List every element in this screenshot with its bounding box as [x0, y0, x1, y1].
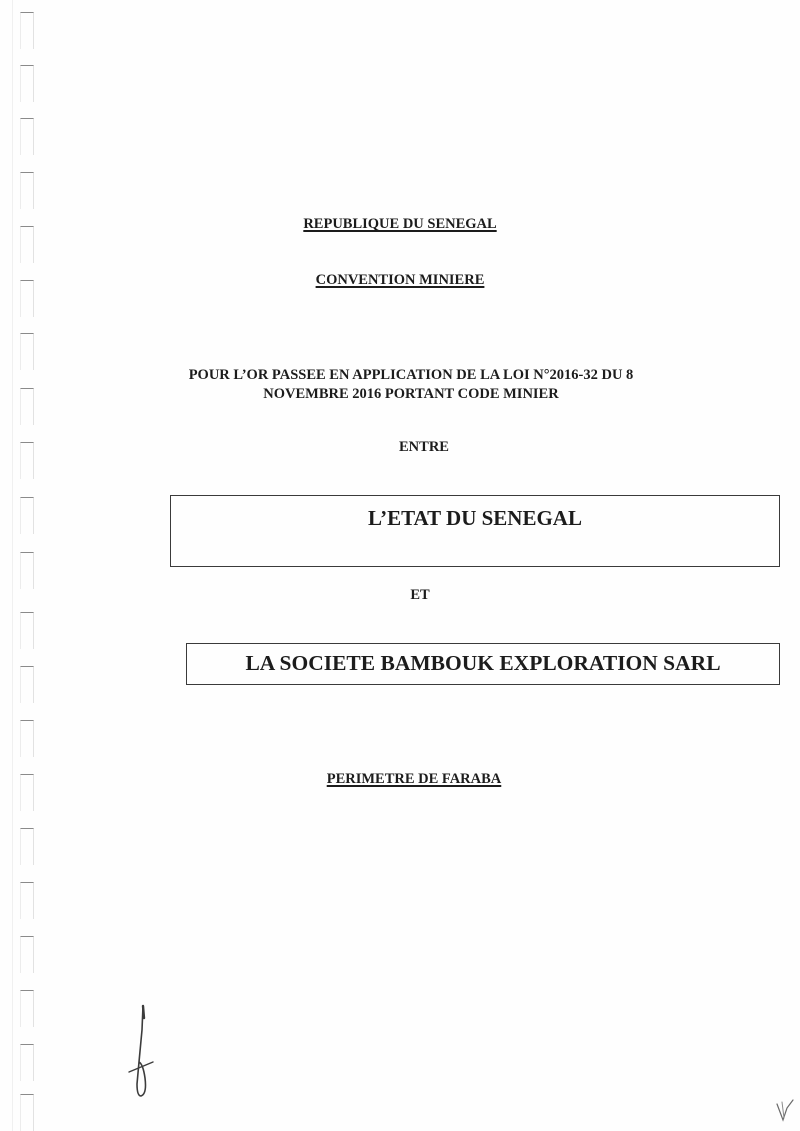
- binding-hole-mark: [20, 1044, 34, 1081]
- signature-initial-icon: [125, 1000, 165, 1100]
- and-label: ET: [410, 587, 430, 603]
- binding-hole-mark: [20, 1094, 34, 1131]
- binding-hole-mark: [20, 936, 34, 973]
- binding-hole-mark: [20, 612, 34, 649]
- binding-punch-strip: [0, 0, 40, 1131]
- subtitle-line-1: POUR L’OR PASSEE EN APPLICATION DE LA LOI N°2016-32 DU 8: [188, 367, 634, 383]
- checkmark-icon: [775, 1098, 795, 1124]
- party-2-name: LA SOCIETE BAMBOUK EXPLORATION SARL: [245, 651, 721, 675]
- binding-hole-mark: [20, 828, 34, 865]
- binding-rail: [12, 0, 13, 1131]
- binding-hole-mark: [20, 720, 34, 757]
- subtitle-line-2: NOVEMBRE 2016 PORTANT CODE MINIER: [263, 386, 559, 402]
- binding-hole-mark: [20, 12, 34, 49]
- party-1-box: [170, 495, 780, 567]
- party-2-box: [186, 643, 780, 685]
- party-1-name: L’ETAT DU SENEGAL: [368, 506, 582, 530]
- binding-hole-mark: [20, 552, 34, 589]
- binding-hole-mark: [20, 65, 34, 102]
- binding-hole-mark: [20, 118, 34, 155]
- perimeter-heading: PERIMETRE DE FARABA: [326, 771, 502, 787]
- document-subtitle: [0, 366, 800, 404]
- binding-hole-mark: [20, 333, 34, 370]
- binding-hole-mark: [20, 666, 34, 703]
- between-label: ENTRE: [399, 439, 449, 455]
- binding-hole-mark: [20, 497, 34, 534]
- binding-hole-mark: [20, 882, 34, 919]
- binding-hole-mark: [20, 172, 34, 209]
- binding-hole-mark: [20, 990, 34, 1027]
- country-heading: REPUBLIQUE DU SENEGAL: [303, 216, 497, 232]
- document-type-heading: CONVENTION MINIERE: [315, 272, 485, 288]
